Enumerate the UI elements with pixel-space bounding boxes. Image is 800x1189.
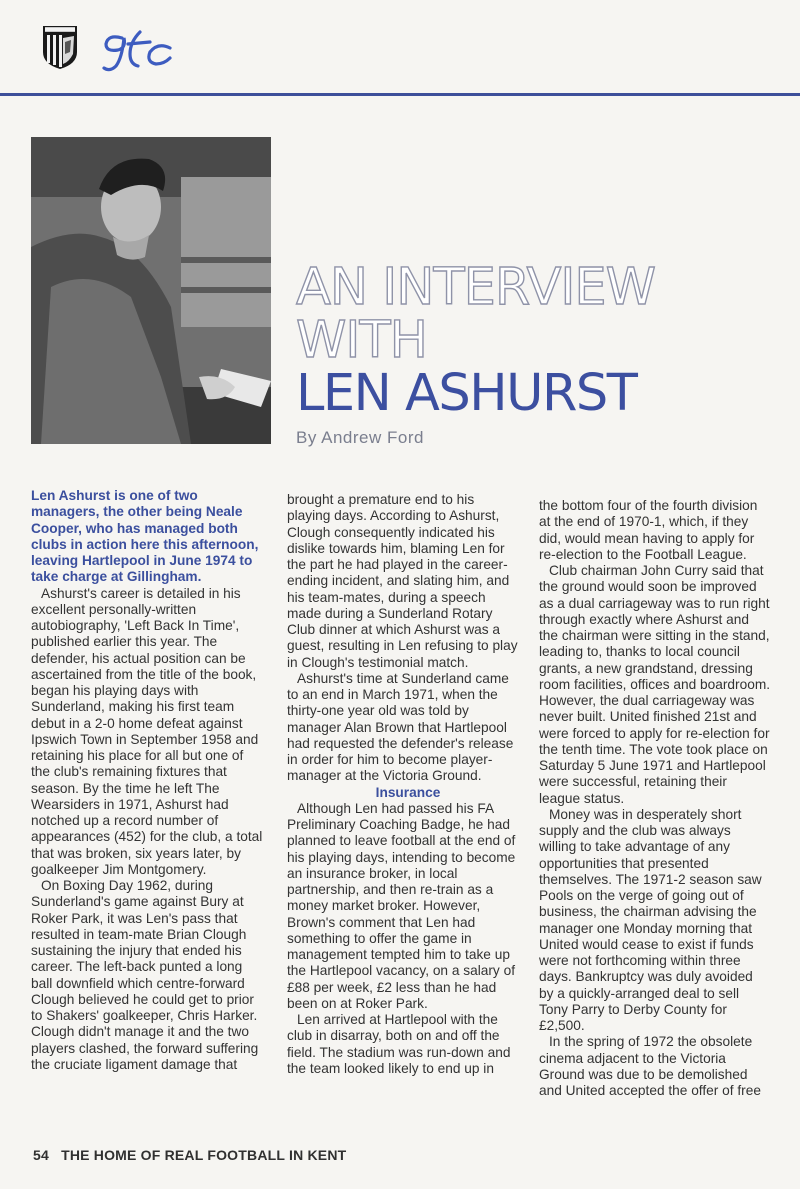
paragraph: Club chairman John Curry said that the ground would soon be improved as a dual carriageway was to run right through exactly where Ashurst and the chairman were sitting in the stand, leading to, thanks to local council grants, a new grandstand, dressing room facilities, offices and boardroom. However, the dual carriageway was never built. United finished 21st and were forced to apply for re-election for the tenth time. The vote took place on Saturday 5 June 1971 and Hartlepool were successful, retaining their league status. xyxy=(539,563,771,806)
paragraph: Money was in desperately short supply and the club was always willing to take advantage of any opportunities that presented themselves. The 1971-2 season saw Pools on the verge of going out of business, the chairman advising the manager one Monday morning that United would cease to exist if funds were not forthcoming within three days. Bankruptcy was duly avoided by a quickly-arranged deal to sell Tony Parry to Derby County for £2,500. xyxy=(539,806,762,1033)
club-crest-logo xyxy=(41,24,79,70)
paragraph: the bottom four of the fourth division at the end of 1970-1, which, if they did, would mean having to apply for re-election to the Football League. xyxy=(539,498,758,562)
player-photo xyxy=(31,137,271,444)
paragraph: On Boxing Day 1962, during Sunderland's game against Bury at Roker Park, it was Len's pass that resulted in team-mate Brian Clough sustaining the injury that ended his career. The left-back punted a long ball downfield which centre-forward Clough believed he could get to prior to Shakers' goalkeeper, Chris Harker. Clough didn't manage it and the two players clashed, the forward suffering the cruciate ligament damage that xyxy=(31,878,259,1072)
gfc-script-logo xyxy=(100,24,176,76)
title-line-3: LEN ASHURST xyxy=(296,364,637,423)
paragraph: Ashurst's career is detailed in his excellent personally-written autobiography, 'Left Back In Time', published earlier this year. The defender, his actual position can be ascertained from the title of the book, began his playing days with Sunderland, making his first team debut in a 2-0 home defeat against Ipswich Town in September 1958 and retaining his place for all but one of the club's remaining fixtures that season. By the time he left The Wearsiders in 1971, Ashurst had notched up a record number of appearances (452) for the club, a total that was broken, six years later, by goalkeeper Jim Montgomery. xyxy=(31,585,263,877)
article-column-3 xyxy=(539,498,771,1099)
paragraph: In the spring of 1972 the obsolete cinema adjacent to the Victoria Ground was due to be demolished and United accepted the offer of free xyxy=(539,1034,761,1098)
paragraph: Although Len had passed his FA Preliminary Coaching Badge, he had planned to leave football at the end of his playing days, intending to become an insurance broker, in local partnership, and then re-train as a money market broker. However, Brown's comment that Len had something to offer the game in management tempted him to take up the Hartlepool vacancy, on a salary of £88 per week, £2 less than he had been on at Roker Park. xyxy=(287,800,516,1011)
paragraph: brought a premature end to his playing days. According to Ashurst, Clough consequently indicated his dislike towards him, blaming Len for the part he had played in the career-ending incident, and slating him, and his team-mates, during a speech made during a Sunderland Rotary Club dinner at which Ashurst was a guest, resulting in Len refusing to play in Clough's testimonial match. xyxy=(287,492,518,670)
lead-paragraph: Len Ashurst is one of two managers, the other being Neale Cooper, who has managed both clubs in action here this afternoon, leaving Hartlepool in June 1974 to take charge at Gillingham. xyxy=(31,488,259,585)
footer-tagline: THE HOME OF REAL FOOTBALL IN KENT xyxy=(61,1147,347,1163)
article-column-2 xyxy=(287,492,519,1077)
title-line-2: WITH xyxy=(296,311,427,370)
paragraph: Len arrived at Hartlepool with the club in disarray, both on and off the field. The stadium was run-down and the team looked likely to end up in xyxy=(287,1012,511,1076)
byline: By Andrew Ford xyxy=(296,428,424,447)
subheading-insurance: Insurance xyxy=(375,784,441,800)
paragraph: Ashurst's time at Sunderland came to an end in March 1971, when the thirty-one year old was told by manager Alan Brown that Hartlepool had requested the defender's release in order for him to become player-manager at the Victoria Ground. xyxy=(287,670,514,784)
page-number: 54 xyxy=(33,1147,49,1163)
article-title xyxy=(296,258,776,423)
article-column-1 xyxy=(31,488,263,1073)
header-rule xyxy=(0,93,800,96)
title-line-1: AN INTERVIEW xyxy=(296,258,656,317)
page-footer xyxy=(33,1147,346,1163)
